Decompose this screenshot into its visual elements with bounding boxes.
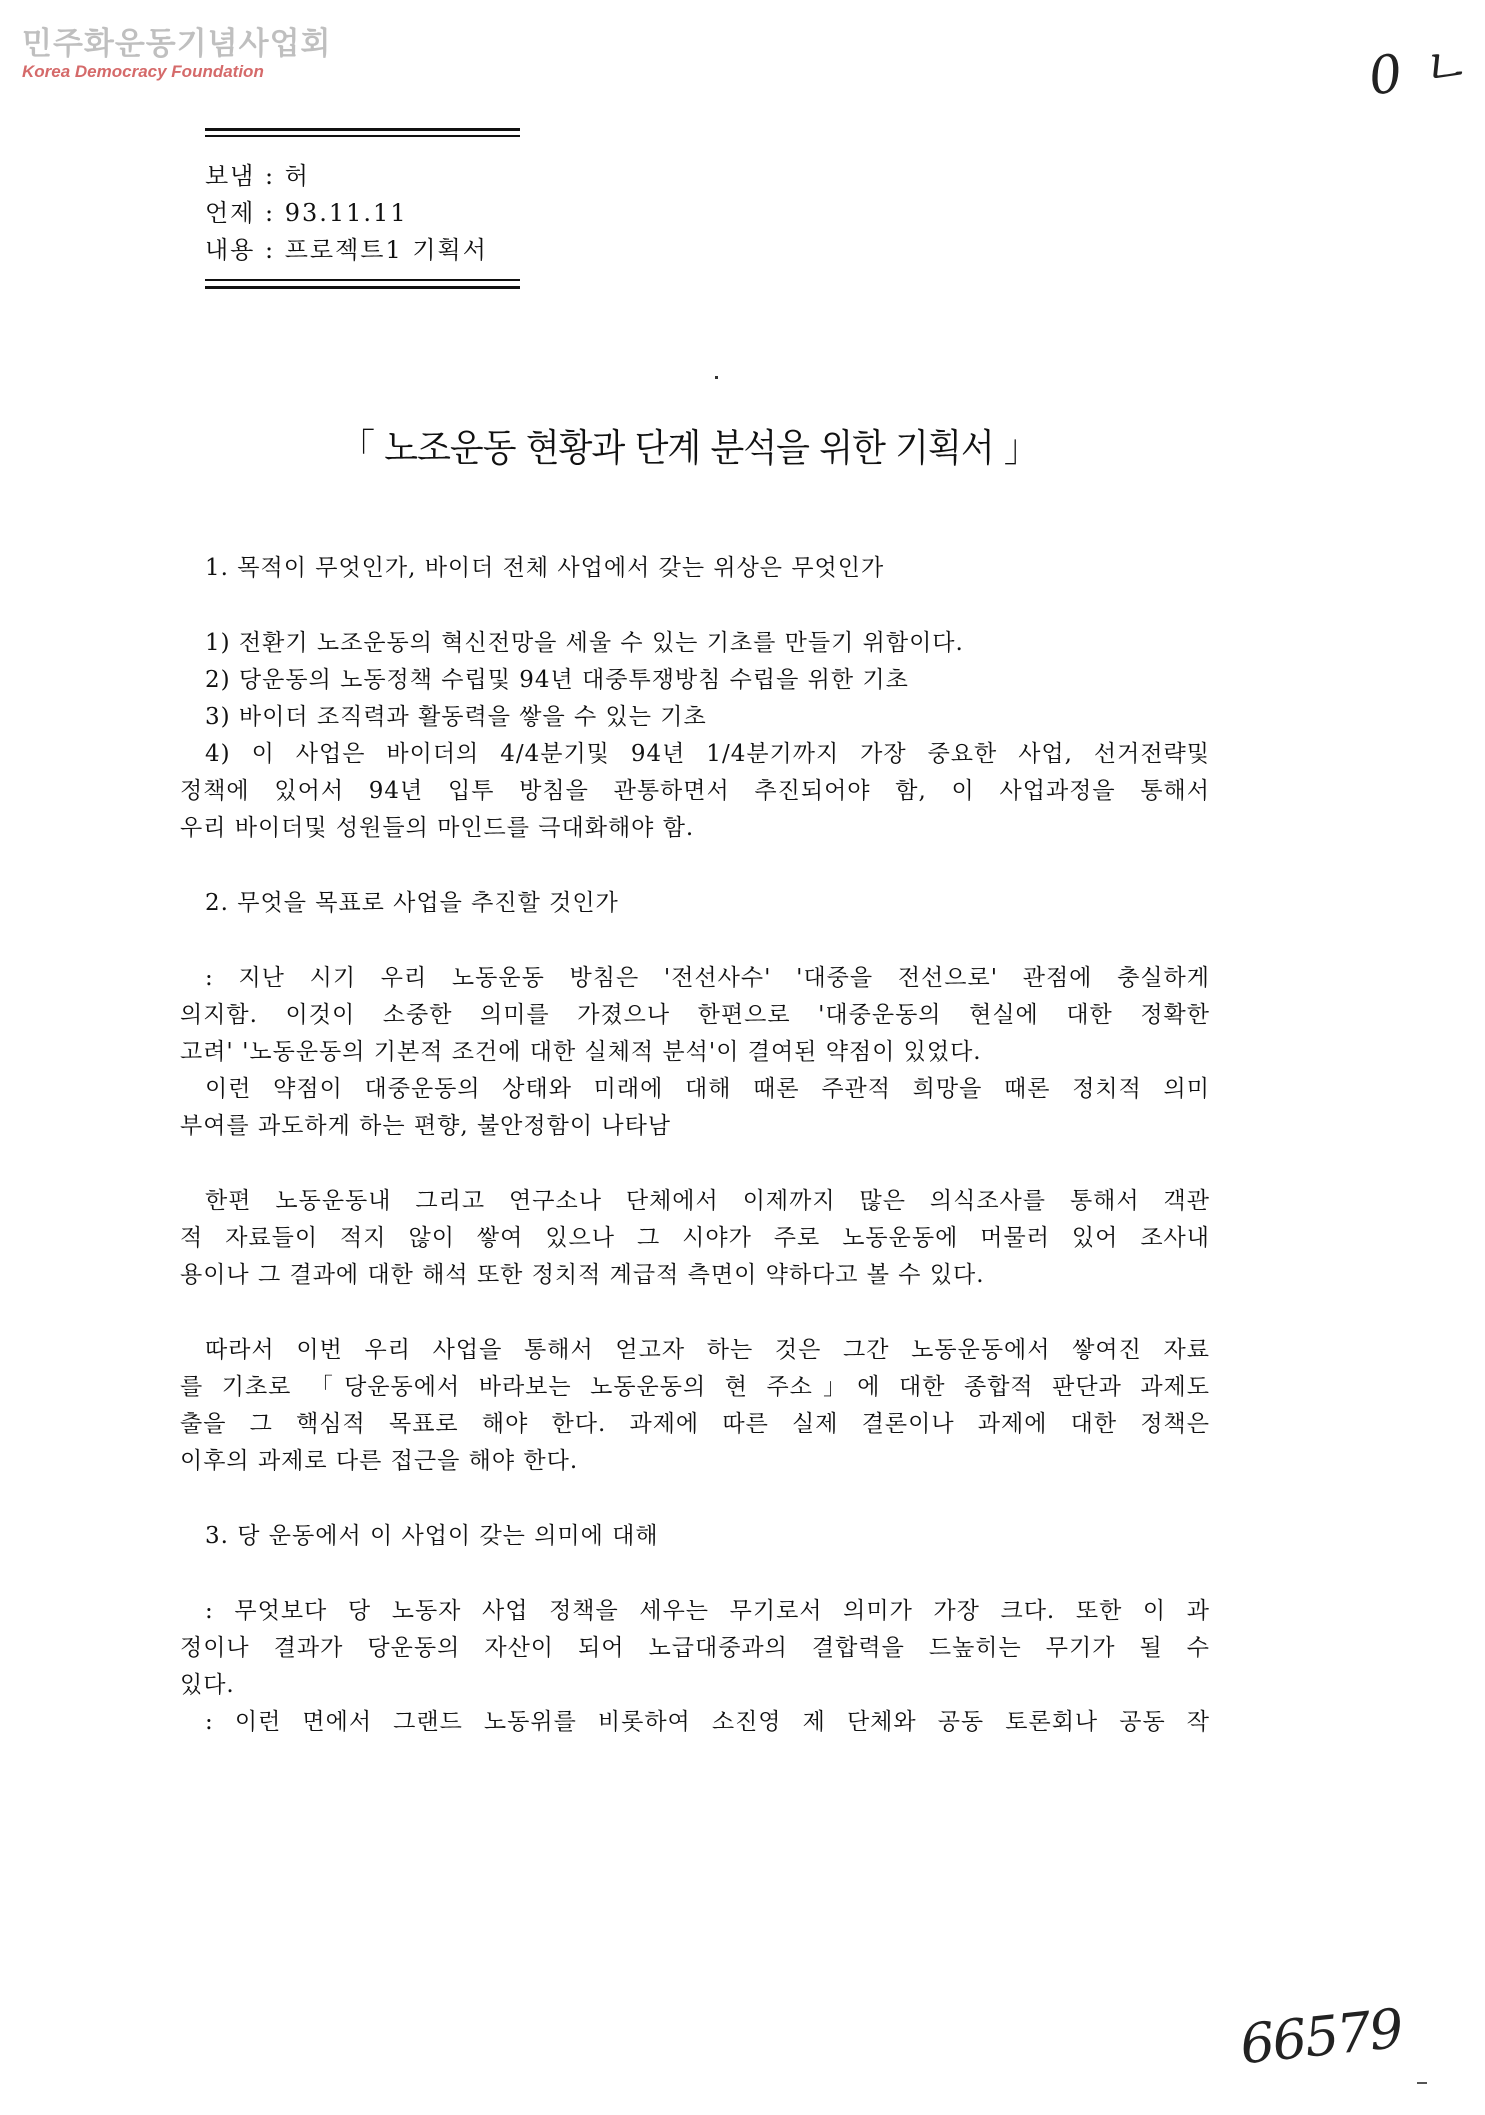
para-1-line-1: : 지난 시기 우리 노동운동 방침은 '전선사수' '대중을 전선으로' 관점에 충실하게 — [205, 965, 1210, 991]
item-4: 4) 이 사업은 바이더의 4/4분기및 94년 1/4분기까지 가장 중요한 사업, 선거전략및 — [205, 741, 1210, 767]
item-2: 2) 당운동의 노동정책 수립및 94년 대중투쟁방침 수립을 위한 기초 — [205, 667, 909, 693]
header-bottom-rule-2 — [205, 286, 520, 289]
header-sender: 보냄 : 허 — [205, 162, 310, 190]
header-date: 언제 : 93.11.11 — [205, 199, 408, 227]
scan-dot — [715, 376, 718, 379]
para-2-line-2: 적 자료들이 적지 않이 쌓여 있으나 그 시야가 주로 노동운동에 머물러 있어 조사내 — [180, 1225, 1210, 1251]
para-3-line-3: 출을 그 핵심적 목표로 해야 한다. 과제에 따른 실제 결론이나 과제에 대한 정책은 — [180, 1411, 1210, 1437]
item-4-line-2: 정책에 있어서 94년 입투 방침을 관통하면서 추진되어야 함, 이 사업과정을 통해서 — [180, 778, 1210, 804]
para-1-line-4: 이런 약점이 대중운동의 상태와 미래에 대해 때론 주관적 희망을 때론 정치적 의미 — [205, 1076, 1210, 1102]
header-top-rule — [205, 128, 520, 131]
item-4-line-3: 우리 바이더및 성원들의 마인드를 극대화해야 함. — [180, 815, 695, 841]
section-3-heading: 3. 당 운동에서 이 사업이 갖는 의미에 대해 — [205, 1523, 659, 1549]
para-3-line-1: 따라서 이번 우리 사업을 통해서 얻고자 하는 것은 그간 노동운동에서 쌓여진 자료 — [205, 1337, 1210, 1363]
section-2-heading: 2. 무엇을 목표로 사업을 추진할 것인가 — [205, 890, 619, 916]
para-3-line-2: 를 기초로 「당운동에서 바라보는 노동운동의 현 주소」에 대한 종합적 판단과 과제도 — [180, 1374, 1210, 1400]
para-4-line-2: 정이나 결과가 당운동의 자산이 되어 노급대중과의 결합력을 드높히는 무기가 될 수 — [180, 1635, 1210, 1661]
para-4-line-3: 있다. — [180, 1672, 235, 1698]
section-1-heading: 1. 목적이 무엇인가, 바이더 전체 사업에서 갖는 위상은 무엇인가 — [205, 555, 885, 581]
para-1-line-5: 부여를 과도하게 하는 편향, 불안정함이 나타남 — [180, 1113, 672, 1139]
para-2-line-1: 한편 노동운동내 그리고 연구소나 단체에서 이제까지 많은 의식조사를 통해서 객관 — [205, 1188, 1210, 1214]
scan-mark — [1417, 2082, 1427, 2084]
para-5-line-1: : 이런 면에서 그랜드 노동위를 비롯하여 소진영 제 단체와 공동 토론회나 공동 작 — [205, 1709, 1210, 1735]
item-3: 3) 바이더 조직력과 활동력을 쌓을 수 있는 기초 — [205, 704, 707, 730]
handwritten-page-number: 66579 — [1237, 1996, 1405, 2077]
header-subject: 내용 : 프로젝트1 기획서 — [205, 236, 488, 264]
watermark-korean: 민주화운동기념사업회 — [22, 26, 332, 62]
header-top-rule-2 — [205, 135, 520, 137]
para-1-line-3: 고려' '노동운동의 기본적 조건에 대한 실체적 분석'이 결여된 약점이 있었다. — [180, 1039, 982, 1065]
handwritten-top-mark: 0 ㄴ — [1365, 34, 1473, 108]
watermark-english: Korea Democracy Foundation — [22, 62, 264, 81]
header-bottom-rule — [205, 279, 520, 281]
document-title: 「 노조운동 현황과 단계 분석을 위한 기획서 」 — [340, 426, 1038, 470]
item-1: 1) 전환기 노조운동의 혁신전망을 세울 수 있는 기초를 만들기 위함이다. — [205, 630, 964, 656]
para-2-line-3: 용이나 그 결과에 대한 해석 또한 정치적 계급적 측면이 약하다고 볼 수 있다. — [180, 1262, 985, 1288]
para-4-line-1: : 무엇보다 당 노동자 사업 정책을 세우는 무기로서 의미가 가장 크다. 또한 이 과 — [205, 1598, 1210, 1624]
para-1-line-2: 의지함. 이것이 소중한 의미를 가졌으나 한편으로 '대중운동의 현실에 대한 정확한 — [180, 1002, 1210, 1028]
para-3-line-4: 이후의 과제로 다른 접근을 해야 한다. — [180, 1448, 579, 1474]
